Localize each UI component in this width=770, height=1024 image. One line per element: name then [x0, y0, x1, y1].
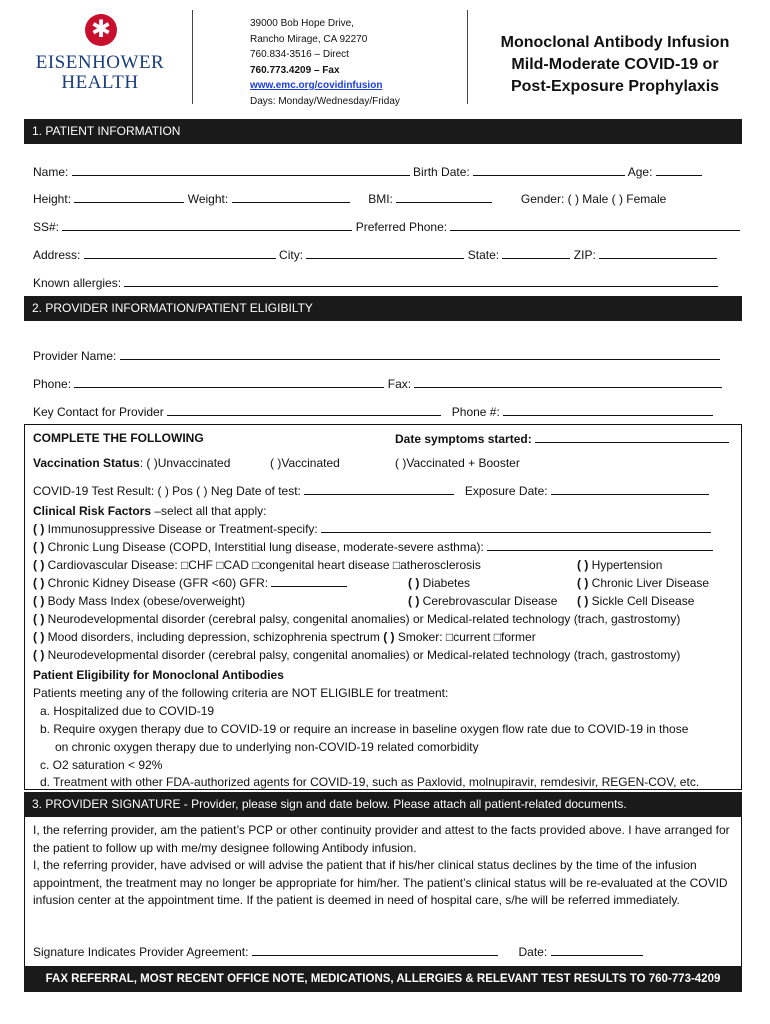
website-link[interactable]: www.emc.org/covidinfusion: [250, 80, 383, 91]
provider-name-field[interactable]: [120, 348, 720, 360]
signature-date-field[interactable]: [551, 944, 643, 956]
title-line1: Monoclonal Antibody Infusion: [500, 34, 730, 51]
eligibility-a: a. Hospitalized due to COVID-19: [40, 704, 215, 718]
zip-field[interactable]: [599, 247, 717, 259]
height-row: Height: Weight: BMI: Gender: ( ) Male ( ) Female: [33, 192, 667, 206]
title-line3: Post-Exposure Prophylaxis: [510, 78, 720, 95]
fax-number: 760.773.4209 – Fax: [250, 64, 340, 76]
immunosuppressive-field[interactable]: [321, 521, 711, 533]
symptoms-date-field[interactable]: [535, 431, 729, 443]
complete-following: COMPLETE THE FOLLOWING: [33, 431, 204, 445]
provider-fax-field[interactable]: [414, 376, 722, 388]
service-days: Days: Monday/Wednesday/Friday: [250, 95, 400, 107]
fax-referral-banner: FAX REFERRAL, MOST RECENT OFFICE NOTE, MEDICATIONS, ALLERGIES & RELEVANT TEST RESULTS TO 760-773-4209: [24, 966, 742, 992]
risk-liver[interactable]: ( ) Chronic Liver Disease: [577, 576, 710, 590]
bmi-field[interactable]: [396, 191, 492, 203]
eligibility-heading: Patient Eligibility for Monoclonal Antibodies: [33, 668, 284, 682]
document-title: [490, 32, 740, 98]
logo: [30, 14, 170, 104]
risk-hypertension[interactable]: ( ) Hypertension: [577, 558, 663, 572]
provider-phone-row: Phone: Fax:: [33, 376, 722, 391]
weight-field[interactable]: [232, 191, 350, 203]
address-row: Address: City: State: ZIP:: [33, 247, 717, 262]
ss-row: SS#: Preferred Phone:: [33, 219, 740, 234]
star-icon: ✱: [90, 16, 112, 43]
risk-immunosuppressive[interactable]: ( ) Immunosuppressive Disease or Treatment-specify:: [33, 521, 711, 539]
title-line2: Mild-Moderate COVID-19 or: [511, 56, 719, 73]
vacc-vaccinated-option[interactable]: ( )Vaccinated: [270, 456, 340, 470]
test-row: COVID-19 Test Result: ( ) Pos ( ) Neg Date of test: Exposure Date:: [33, 483, 709, 498]
risk-lung[interactable]: ( ) Chronic Lung Disease (COPD, Interstitial lung disease, moderate-severe asthma):: [33, 539, 713, 557]
phone-direct: 760.834-3516 – Direct: [250, 49, 349, 60]
risk-neurodevelopmental[interactable]: ( ) Neurodevelopmental disorder (cerebral palsy, congenital anomalies) or Medical-related technology (trach, gastrostomy): [33, 612, 681, 626]
key-contact-phone-field[interactable]: [503, 404, 713, 416]
key-contact-row: Key Contact for Provider Phone #:: [33, 404, 713, 419]
risk-cerebrovascular[interactable]: ( ) Cerebrovascular Disease: [408, 594, 558, 608]
risk-heading: Clinical Risk Factors –select all that apply:: [33, 504, 267, 518]
address-line1: 39000 Bob Hope Drive,: [250, 18, 354, 29]
risk-bmi[interactable]: ( ) Body Mass Index (obese/overweight): [33, 594, 246, 608]
ss-field[interactable]: [62, 219, 352, 231]
preferred-phone-field[interactable]: [450, 219, 740, 231]
risk-kidney[interactable]: ( ) Chronic Kidney Disease (GFR <60) GFR:: [33, 575, 347, 593]
attestation-paragraph-1: I, the referring provider, am the patient’s PCP or other continuity provider and attest to the facts provided above. I have arranged for the patient to follow up with me/my designee following Antibody infusion.: [33, 823, 730, 855]
logo-emblem-icon: [85, 14, 117, 46]
symptoms-row: Date symptoms started:: [395, 431, 729, 446]
section1-heading: 1. PATIENT INFORMATION: [24, 119, 742, 144]
city-field[interactable]: [306, 247, 464, 259]
name-field[interactable]: [72, 164, 410, 176]
name-row: Name: Birth Date: Age:: [33, 164, 702, 179]
address-block: [250, 16, 400, 109]
height-field[interactable]: [74, 191, 184, 203]
gender-options[interactable]: Gender: ( ) Male ( ) Female: [520, 192, 667, 206]
eligibility-intro: Patients meeting any of the following criteria are NOT ELIGIBLE for treatment:: [33, 686, 449, 700]
test-date-field[interactable]: [304, 483, 454, 495]
risk-mood[interactable]: ( ) Mood disorders, including depression, schizophrenia spectrum ( ) Smoker: □current □former: [33, 630, 536, 644]
vacc-unvaccinated-option[interactable]: : ( )Unvaccinated: [139, 456, 231, 470]
header-divider: [467, 10, 468, 104]
test-result-options[interactable]: COVID-19 Test Result: ( ) Pos ( ) Neg Date of test:: [33, 484, 301, 498]
eligibility-b: b. Require oxygen therapy due to COVID-19 or require an increase in baseline oxygen flow rate due to COVID-19 in those: [40, 722, 689, 736]
allergies-field[interactable]: [124, 275, 718, 287]
vacc-booster-option[interactable]: ( )Vaccinated + Booster: [395, 456, 520, 470]
exposure-date-field[interactable]: [551, 483, 709, 495]
risk-cardiovascular[interactable]: ( ) Cardiovascular Disease: □CHF □CAD □congenital heart disease □atherosclerosis: [33, 558, 481, 572]
risk-neurodevelopmental-2[interactable]: ( ) Neurodevelopmental disorder (cerebral palsy, congenital anomalies) or Medical-related technology (trach, gastrostomy): [33, 648, 681, 662]
provider-row: Provider Name:: [33, 348, 720, 363]
risk-diabetes[interactable]: ( ) Diabetes: [408, 576, 471, 590]
logo-text-line2: HEALTH: [61, 72, 139, 93]
attestation-paragraph-2: I, the referring provider, have advised or will advise the patient that if his/her clinical status declines by the time of the infusion appointment, the treatment may no longer be appropriate for him/her. The patient’s clinical status will be re-evaluated at the COVID infusion center at the appointment time. If the patient is deemed in need of hospital care, s/he will be referred immediately.: [33, 858, 728, 907]
address-line2: Rancho Mirage, CA 92270: [250, 33, 368, 45]
header-divider: [192, 10, 193, 104]
key-contact-field[interactable]: [167, 404, 441, 416]
logo-text-line1: EISENHOWER: [35, 52, 165, 73]
risk-sickle-cell[interactable]: ( ) Sickle Cell Disease: [577, 594, 695, 608]
allergies-row: Known allergies:: [33, 275, 718, 290]
section2-heading: 2. PROVIDER INFORMATION/PATIENT ELIGIBILTY: [24, 296, 742, 321]
state-field[interactable]: [502, 247, 570, 259]
eligibility-b-cont: on chronic oxygen therapy due to underlying non-COVID-19 related comorbidity: [55, 740, 479, 754]
signature-field[interactable]: [252, 944, 498, 956]
section3-heading: 3. PROVIDER SIGNATURE - Provider, please sign and date below. Please attach all patient-related documents.: [24, 792, 742, 817]
eligibility-d: d. Treatment with other FDA-authorized agents for COVID-19, such as Paxlovid, molnupiravir, remdesivir, REGEN-COV, etc.: [40, 775, 700, 789]
age-field[interactable]: [656, 164, 702, 176]
birth-date-field[interactable]: [473, 164, 625, 176]
eligibility-c: c. O2 saturation < 92%: [40, 758, 163, 772]
provider-phone-field[interactable]: [74, 376, 384, 388]
risk-smoker: Smoker: □current □former: [394, 630, 536, 644]
signature-row: Signature Indicates Provider Agreement: Date:: [33, 944, 643, 959]
vaccination-row: Vaccination Status: ( )Unvaccinated: [33, 456, 231, 470]
address-field[interactable]: [84, 247, 276, 259]
lung-disease-field[interactable]: [487, 539, 713, 551]
gfr-field[interactable]: [271, 575, 347, 587]
